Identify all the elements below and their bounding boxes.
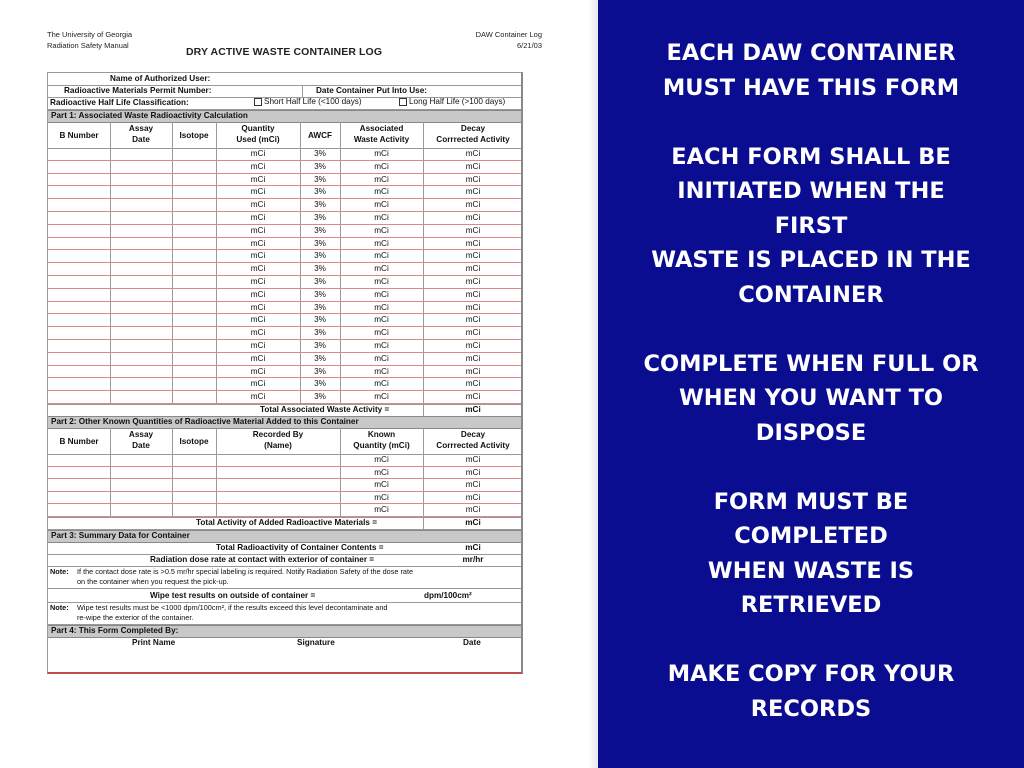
part1-total-unit: mCi (465, 405, 481, 414)
cell-decay: mCi (465, 353, 481, 363)
long-halflife-option[interactable] (399, 97, 505, 106)
halflife-label: Radioactive Half Life Classification: (50, 98, 189, 107)
cell-assoc: mCi (374, 289, 389, 299)
cell-assoc: mCi (374, 187, 389, 197)
note-text: re-wipe the exterior of the container. (77, 612, 194, 622)
cell-known: mCi (374, 480, 389, 490)
cell-qty: mCi (250, 366, 266, 376)
part2-title: Part 2: Other Known Quantities of Radioactive Material Added to this Container (51, 417, 359, 426)
cell-qty: mCi (250, 289, 266, 299)
cell-qty: mCi (250, 277, 266, 286)
cell-decay: mCi (465, 225, 481, 235)
date-in-use-label: Date Container Put Into Use: (316, 86, 427, 95)
note-text: on the container when you request the pick-up. (77, 576, 229, 586)
slide-notes (608, 36, 1014, 761)
print-name-label: Print Name (132, 638, 176, 647)
header-right-line: 6/21/03 (516, 41, 542, 50)
cell-qty: mCi (250, 328, 266, 338)
slide-note (608, 140, 1014, 313)
slide-note-line: INITIATED WHEN THE (677, 178, 945, 204)
column-header (423, 123, 521, 145)
header-left-line: Radiation Safety Manual (47, 41, 129, 50)
part4-title: Part 4: This Form Completed By: (51, 626, 179, 635)
table-row (48, 454, 521, 467)
table-row (48, 340, 521, 353)
slide-text-panel (598, 0, 1024, 768)
table-row (48, 479, 521, 492)
completed-by-header (48, 637, 521, 649)
column-header-line: (Name) (264, 441, 292, 450)
cell-awcf: 3% (314, 366, 326, 376)
cell-known: mCi (374, 455, 389, 464)
cell-decay: mCi (465, 505, 481, 515)
slide-note-line: COMPLETED (734, 523, 888, 549)
header-right-line: DAW Container Log (475, 30, 542, 39)
cell-assoc: mCi (374, 251, 389, 261)
table-row (48, 250, 521, 263)
cell-assoc: mCi (374, 366, 389, 376)
table-row (48, 186, 521, 199)
note-text: If the contact dose rate is >0.5 mr/hr special labeling is required. Notify Radiation Safety of the dose rate (77, 567, 414, 576)
part1-header-row (48, 122, 521, 149)
scan-edge-shadow (588, 0, 598, 768)
column-header-line: AWCF (307, 131, 333, 140)
wipe-note (48, 602, 521, 625)
cell-qty: mCi (250, 187, 266, 197)
cell-assoc: mCi (374, 302, 389, 312)
cell-awcf: 3% (314, 289, 326, 299)
column-header-line: Associated (359, 124, 404, 133)
cell-qty: mCi (250, 225, 266, 235)
container-total-unit: mCi (465, 543, 481, 552)
cell-decay: mCi (465, 289, 481, 299)
part2-header-row (48, 428, 521, 455)
cell-assoc: mCi (374, 149, 389, 158)
table-row (48, 199, 521, 212)
column-header (340, 123, 423, 145)
column-header-line: Recorded By (252, 430, 304, 439)
doc-header-right (440, 29, 542, 51)
cell-decay: mCi (465, 238, 481, 248)
table-row (48, 467, 521, 480)
cell-decay: mCi (465, 315, 481, 325)
cell-awcf: 3% (314, 251, 326, 261)
column-header (48, 436, 110, 447)
column-header (216, 123, 300, 145)
cell-known: mCi (374, 505, 389, 515)
dose-rate-label: Radiation dose rate at contact with exterior of container = (150, 555, 375, 564)
cell-assoc: mCi (374, 174, 389, 184)
slide-note-line: WASTE IS PLACED IN THE (651, 247, 971, 273)
cell-awcf: 3% (314, 174, 326, 184)
cell-assoc: mCi (374, 264, 389, 274)
cell-qty: mCi (250, 353, 266, 363)
cell-awcf: 3% (314, 341, 326, 350)
column-header (340, 429, 423, 451)
container-total-label: Total Radioactivity of Container Contents = (216, 543, 384, 552)
slide-note (608, 485, 1014, 623)
column-header (172, 436, 216, 447)
cell-decay: mCi (465, 264, 481, 274)
daw-log-form (47, 72, 523, 674)
table-row (48, 314, 521, 327)
cell-assoc: mCi (374, 341, 389, 350)
cell-decay: mCi (465, 392, 481, 402)
cell-awcf: 3% (314, 200, 326, 210)
slide-note-line: EACH FORM SHALL BE (671, 143, 951, 170)
cell-awcf: 3% (314, 277, 326, 286)
slide-note-line: WHEN WASTE IS (707, 557, 915, 584)
table-row (48, 212, 521, 225)
slide-note-line: DISPOSE (755, 419, 867, 446)
column-header-line: Isotope (179, 131, 209, 140)
table-row (48, 238, 521, 251)
cell-assoc: mCi (374, 213, 389, 222)
table-row (48, 276, 521, 289)
slide-note-line: WHEN YOU WANT TO (678, 385, 944, 411)
slide-note-line: MUST HAVE THIS FORM (662, 74, 960, 101)
cell-decay: mCi (465, 366, 481, 376)
date-label: Date (463, 638, 481, 647)
column-header-line: Quantity (mCi) (353, 441, 410, 450)
column-header (172, 130, 216, 141)
short-halflife-option[interactable] (254, 97, 362, 106)
table-row (48, 148, 521, 161)
slide-note-line: COMPLETE WHEN FULL OR (643, 350, 979, 377)
long-halflife-label: Long Half Life (>100 days) (409, 97, 506, 106)
cell-assoc: mCi (374, 238, 389, 248)
cell-assoc: mCi (374, 315, 389, 325)
column-header-line: Date (132, 441, 150, 450)
part1-total-label: Total Associated Waste Activity = (260, 405, 390, 414)
column-header-line: Waste Activity (353, 135, 410, 144)
column-header-line: B Number (59, 131, 99, 140)
column-header-line: Known (367, 430, 396, 439)
note-text: Wipe test results must be <1000 dpm/100cm², if the results exceed this level decontaminate and (77, 603, 388, 612)
cell-assoc: mCi (374, 353, 389, 363)
cell-qty: mCi (250, 315, 266, 325)
cell-decay: mCi (465, 467, 481, 477)
column-header (48, 130, 110, 141)
cell-decay: mCi (465, 379, 481, 389)
slide-note-line: EACH DAW CONTAINER (666, 40, 956, 66)
wipe-test-label: Wipe test results on outside of container = (150, 591, 316, 600)
cell-assoc: mCi (374, 200, 389, 210)
authorized-user-label: Name of Authorized User: (110, 74, 211, 83)
doc-header-left (47, 29, 132, 51)
column-header-line: Used (mCi) (236, 135, 280, 144)
cell-decay: mCi (465, 149, 481, 158)
part2-total-unit: mCi (465, 518, 481, 527)
column-header-line: Date (132, 135, 150, 144)
cell-decay: mCi (465, 277, 481, 286)
column-header (216, 429, 340, 451)
cell-decay: mCi (465, 480, 481, 490)
cell-decay: mCi (465, 187, 481, 197)
cell-awcf: 3% (314, 264, 326, 274)
cell-qty: mCi (250, 149, 266, 158)
cell-awcf: 3% (314, 392, 326, 402)
slide-note-line: CONTAINER (738, 281, 884, 308)
column-header-line: Decay (460, 430, 486, 439)
cell-decay: mCi (465, 251, 481, 261)
part2-total-row (48, 517, 521, 530)
table-row (48, 263, 521, 276)
cell-awcf: 3% (314, 149, 326, 158)
checkbox-icon (254, 98, 262, 106)
column-header-line: Assay (128, 124, 154, 133)
dose-rate-unit: mr/hr (462, 555, 484, 564)
table-row (48, 174, 521, 187)
slide-note-line: FORM MUST BE (713, 488, 909, 515)
table-row (48, 378, 521, 391)
cell-awcf: 3% (314, 302, 326, 312)
cell-assoc: mCi (374, 225, 389, 235)
cell-decay: mCi (465, 492, 481, 502)
cell-awcf: 3% (314, 353, 326, 363)
cell-assoc: mCi (374, 392, 389, 402)
cell-awcf: 3% (314, 161, 326, 171)
cell-qty: mCi (250, 392, 266, 402)
table-row (48, 289, 521, 302)
cell-decay: mCi (465, 161, 481, 171)
table-row (48, 161, 521, 174)
table-row (48, 391, 521, 404)
cell-known: mCi (374, 467, 389, 477)
cell-qty: mCi (250, 200, 266, 210)
wipe-test-unit: dpm/100cm² (424, 591, 472, 600)
part3-title: Part 3: Summary Data for Container (51, 531, 190, 540)
column-header (110, 429, 172, 451)
table-row (48, 492, 521, 505)
cell-awcf: 3% (314, 379, 326, 389)
column-header-line: Isotope (179, 437, 209, 446)
cell-assoc: mCi (374, 161, 389, 171)
short-halflife-label: Short Half Life (<100 days) (264, 97, 362, 106)
table-row (48, 302, 521, 315)
column-header-line: Decay (460, 124, 486, 133)
table-row (48, 327, 521, 340)
column-header (423, 429, 521, 451)
cell-assoc: mCi (374, 277, 389, 286)
header-left-line: The University of Georgia (47, 30, 133, 39)
slide-note (608, 657, 1014, 726)
slide-note-line: RECORDS (750, 695, 872, 722)
cell-qty: mCi (250, 174, 266, 184)
table-row (48, 504, 521, 517)
cell-awcf: 3% (314, 213, 326, 222)
slide-note-line: MAKE COPY FOR YOUR (667, 661, 955, 687)
column-header-line: Corrrected Activity (436, 441, 510, 450)
cell-qty: mCi (250, 213, 266, 222)
cell-decay: mCi (465, 302, 481, 312)
slide-note-line: RETRIEVED (740, 592, 882, 618)
cell-decay: mCi (465, 328, 481, 338)
column-header (300, 130, 340, 141)
permit-label: Radioactive Materials Permit Number: (64, 86, 212, 95)
cell-awcf: 3% (314, 187, 326, 197)
part1-title: Part 1: Associated Waste Radioactivity Calculation (51, 111, 248, 120)
note-label: Note: (50, 567, 69, 576)
cell-qty: mCi (250, 302, 266, 312)
cell-decay: mCi (465, 200, 481, 210)
cell-known: mCi (374, 492, 389, 502)
table-row (48, 353, 521, 366)
slide-note (608, 347, 1014, 451)
column-header-line: Corrrected Activity (436, 135, 510, 144)
cell-awcf: 3% (314, 238, 326, 248)
part1-table-body (48, 148, 521, 404)
part2-total-label: Total Activity of Added Radioactive Materials = (196, 518, 377, 527)
slide-note-line: FIRST (774, 212, 848, 239)
cell-decay: mCi (465, 213, 481, 222)
column-header-line: B Number (59, 437, 99, 446)
cell-awcf: 3% (314, 315, 326, 325)
halflife-row (48, 97, 521, 110)
cell-decay: mCi (465, 174, 481, 184)
cell-assoc: mCi (374, 328, 389, 338)
column-header (110, 123, 172, 145)
cell-awcf: 3% (314, 225, 326, 235)
cell-qty: mCi (250, 341, 266, 350)
cell-qty: mCi (250, 161, 266, 171)
column-header-line: Assay (128, 430, 154, 439)
cell-qty: mCi (250, 238, 266, 248)
form-title: DRY ACTIVE WASTE CONTAINER LOG (186, 46, 383, 58)
cell-decay: mCi (465, 341, 481, 350)
table-row (48, 366, 521, 379)
table-row (48, 225, 521, 238)
note-label: Note: (50, 603, 69, 612)
slide-note (608, 36, 1014, 105)
checkbox-icon (399, 98, 407, 106)
part2-table-body (48, 454, 521, 517)
cell-qty: mCi (250, 251, 266, 261)
signature-label: Signature (297, 638, 335, 647)
cell-awcf: 3% (314, 328, 326, 338)
cell-qty: mCi (250, 379, 266, 389)
cell-decay: mCi (465, 455, 481, 464)
cell-qty: mCi (250, 264, 266, 274)
wipe-test-row (48, 589, 521, 603)
cell-assoc: mCi (374, 379, 389, 389)
column-header-line: Quantity (241, 124, 275, 133)
dose-note (48, 566, 521, 589)
